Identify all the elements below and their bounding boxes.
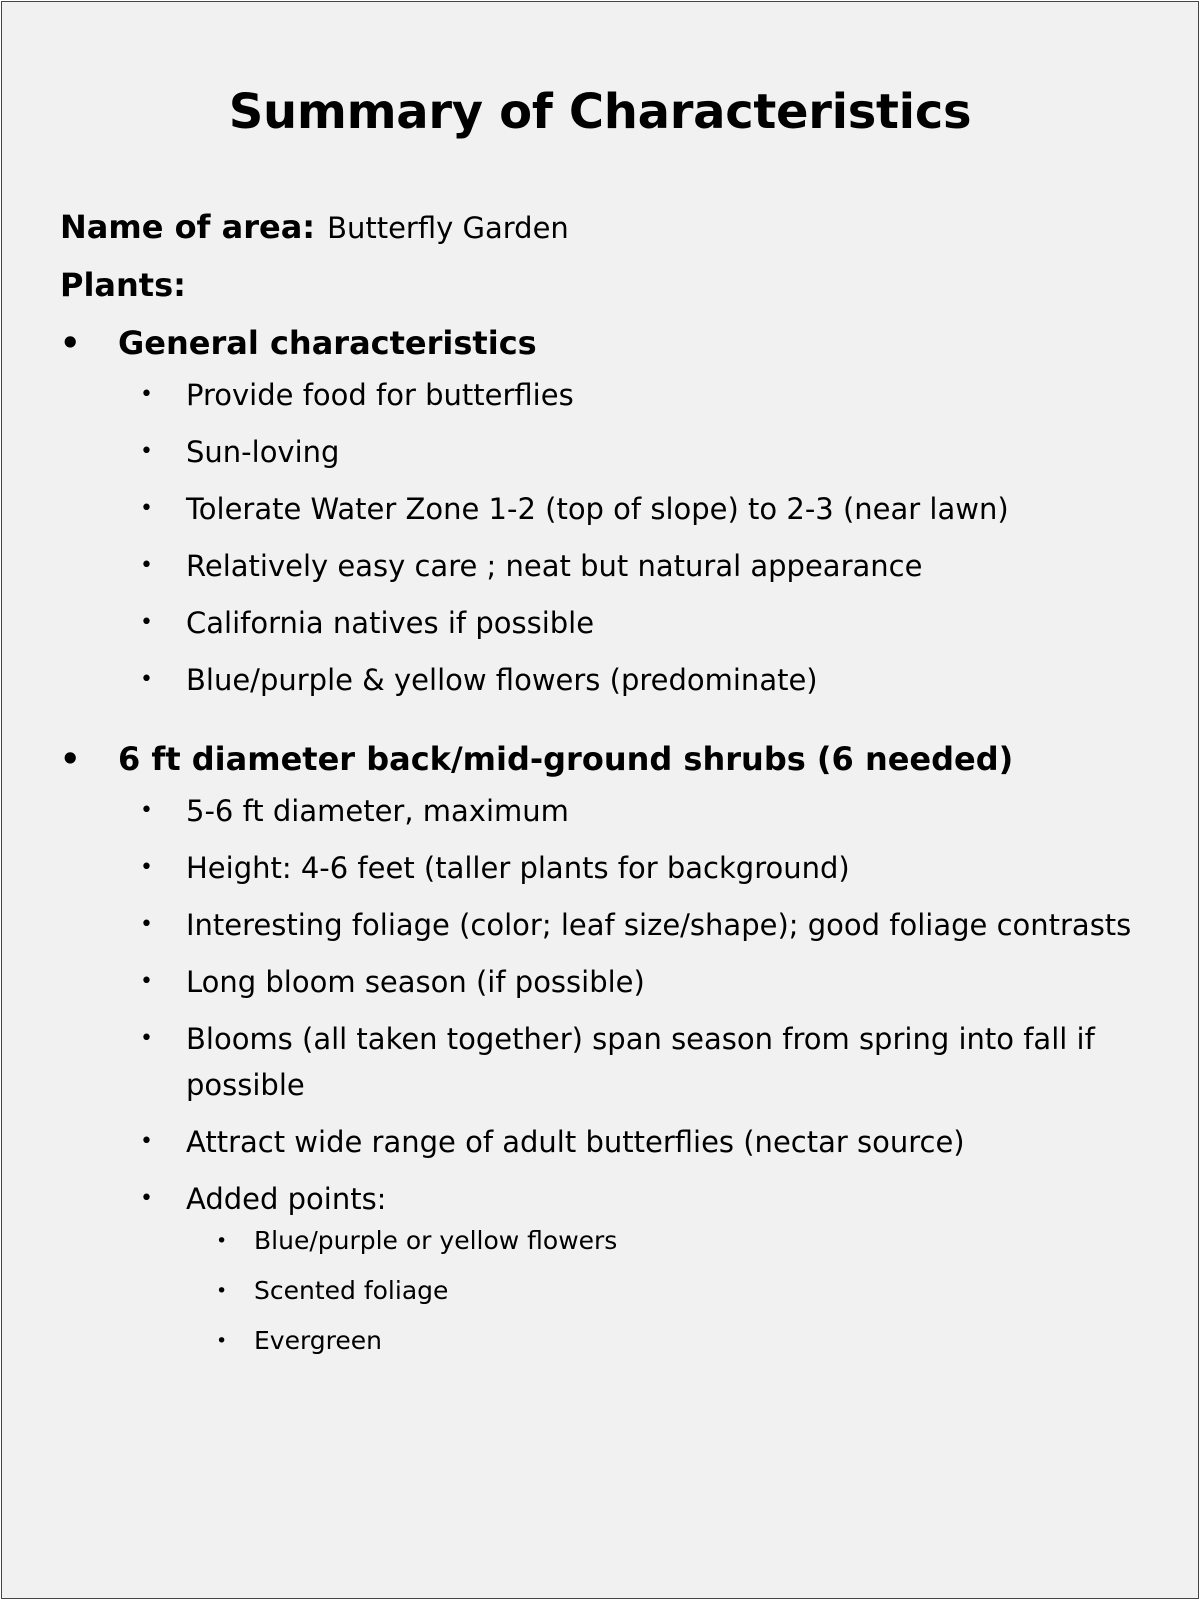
section-general [60, 314, 1180, 703]
list-item [140, 543, 1180, 589]
list-item [140, 600, 1180, 646]
bullet-icon: • [140, 855, 153, 880]
area-value: Butterfly Garden [327, 211, 569, 245]
sub-list-item [216, 1322, 1180, 1360]
bullet-icon: • [140, 667, 153, 692]
section-heading-text: General characteristics [118, 324, 537, 362]
list-item [140, 845, 1180, 891]
list-item-text: Height: 4-6 feet (taller plants for background) [186, 851, 850, 885]
sub-list-item-text: Blue/purple or yellow flowers [254, 1226, 618, 1255]
list-item-text: Relatively easy care ; neat but natural appearance [186, 549, 923, 583]
bullet-icon: • [140, 798, 153, 823]
list-item [140, 372, 1180, 418]
list-item [140, 1016, 1180, 1108]
list-item-text: California natives if possible [186, 606, 595, 640]
slide [1, 1, 1199, 1599]
sub-list-item [216, 1222, 1180, 1260]
page-title: Summary of Characteristics [228, 84, 972, 140]
section-items [60, 788, 1180, 1360]
list-item [140, 788, 1180, 834]
bullet-icon: • [60, 740, 81, 778]
list-item [140, 902, 1180, 948]
bullet-icon: • [140, 912, 153, 937]
section-heading [60, 314, 1180, 372]
list-item-text: Interesting foliage (color; leaf size/shape); good foliage contrasts [186, 908, 1132, 942]
list-item-text: 5-6 ft diameter, maximum [186, 794, 569, 828]
bullet-icon: • [140, 1129, 153, 1154]
list-item [140, 1176, 1180, 1360]
section-heading-text: 6 ft diameter back/mid-ground shrubs (6 needed) [118, 740, 1014, 778]
list-item [140, 657, 1180, 703]
bullet-icon: • [140, 969, 153, 994]
list-item [140, 429, 1180, 475]
bullet-icon: • [140, 382, 153, 407]
bullet-icon: • [60, 324, 81, 362]
list-item-text: Long bloom season (if possible) [186, 965, 645, 999]
sub-list-item [216, 1272, 1180, 1310]
list-item [140, 486, 1180, 532]
list-item-text: Added points: [186, 1182, 387, 1216]
bullet-icon: • [216, 1330, 228, 1352]
list-item-text: Blue/purple & yellow flowers (predominate) [186, 663, 818, 697]
section-list [60, 314, 1180, 1360]
list-item-text: Sun-loving [186, 435, 340, 469]
added-points-list [186, 1222, 1180, 1360]
section-spacer [60, 714, 1180, 730]
list-item [140, 959, 1180, 1005]
bullet-icon: • [140, 610, 153, 635]
list-item-text: Tolerate Water Zone 1-2 (top of slope) to 2-3 (near lawn) [186, 492, 1009, 526]
bullet-icon: • [216, 1230, 228, 1252]
list-item-text: Blooms (all taken together) span season from spring into fall if possible [186, 1022, 1095, 1102]
bullet-icon: • [140, 1186, 153, 1211]
list-item-text: Attract wide range of adult butterflies (nectar source) [186, 1125, 965, 1159]
area-label: Name of area: [60, 208, 316, 246]
slide-body [60, 198, 1180, 1372]
section-heading [60, 730, 1180, 788]
list-item-text: Provide food for butterflies [186, 378, 574, 412]
bullet-icon: • [140, 553, 153, 578]
bullet-icon: • [140, 1026, 153, 1051]
list-item [140, 1119, 1180, 1165]
bullet-icon: • [140, 496, 153, 521]
section-items [60, 372, 1180, 703]
bullet-icon: • [140, 439, 153, 464]
bullet-icon: • [216, 1280, 228, 1302]
area-line [60, 198, 1180, 256]
sub-list-item-text: Evergreen [254, 1326, 383, 1355]
plants-label: Plants: [60, 266, 186, 304]
section-shrubs [60, 730, 1180, 1360]
sub-list-item-text: Scented foliage [254, 1276, 449, 1305]
